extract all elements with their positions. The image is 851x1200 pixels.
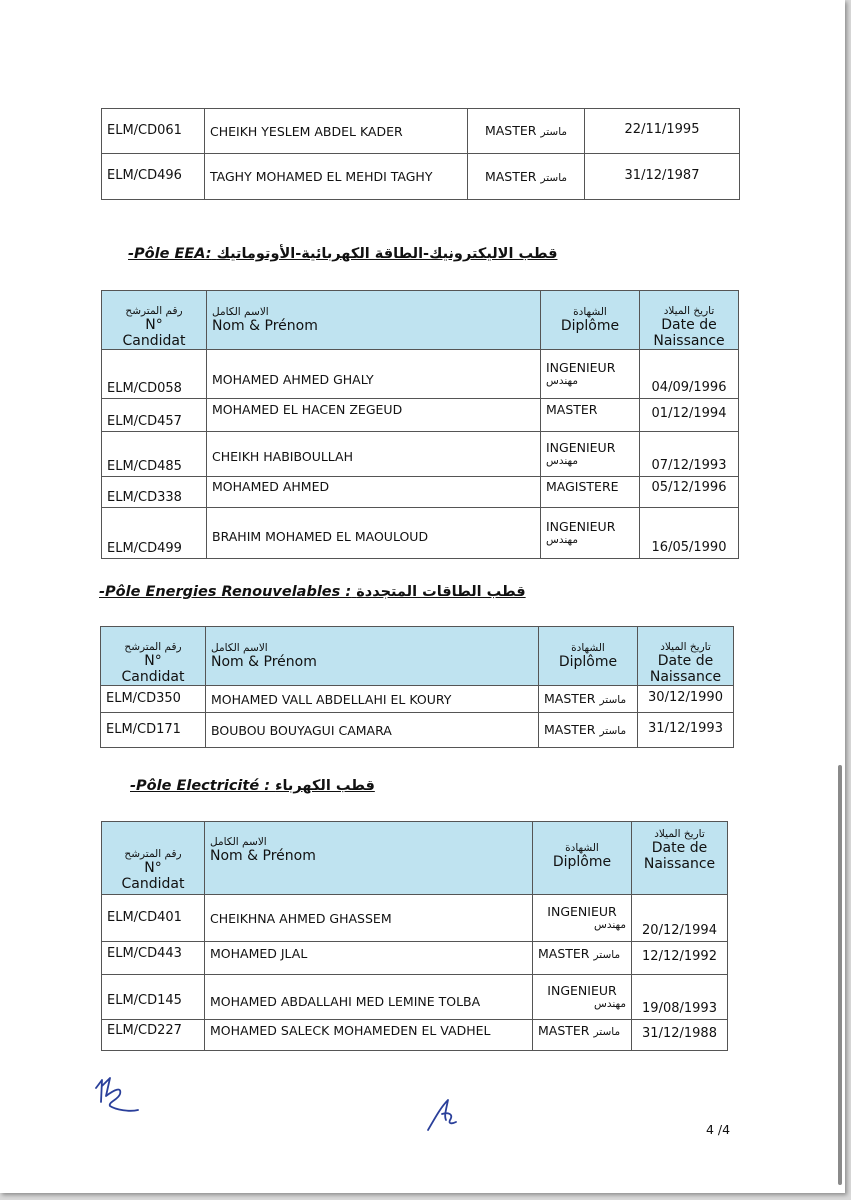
section-title-electricity: -Pôle Electricité : قطب الكهرباء (130, 778, 375, 794)
candidate-diploma: INGENIEUR مهندس (533, 975, 632, 1020)
candidate-id: ELM/CD061 (102, 109, 205, 154)
renewable-candidates-table (100, 626, 734, 748)
table-row (102, 942, 728, 975)
candidate-dob: 30/12/1990 (638, 686, 734, 713)
candidate-name: MOHAMED EL HACEN ZEGEUD (207, 399, 541, 432)
candidate-dob: 31/12/1993 (638, 713, 734, 748)
table-row (102, 399, 739, 432)
header-full-name: الاسم الكامل Nom & Prénom (207, 291, 541, 350)
candidate-id: ELM/CD443 (102, 942, 205, 975)
header-birth-date: تاريخ الميلاد Date de Naissance (638, 627, 734, 686)
header-birth-date: تاريخ الميلاد Date de Naissance (640, 291, 739, 350)
table-row (101, 713, 734, 748)
candidate-diploma: MASTER ماستر (468, 109, 585, 154)
page-number: 4 /4 (706, 1122, 731, 1137)
table-row (102, 477, 739, 508)
top-candidates-table (101, 108, 740, 200)
candidate-id: ELM/CD227 (102, 1020, 205, 1051)
table-row (102, 508, 739, 559)
candidate-dob: 16/05/1990 (640, 508, 739, 559)
candidate-diploma: MASTER ماستر (468, 154, 585, 200)
handwritten-initials-signature (92, 1072, 144, 1116)
section-title-eea: -Pôle EEA: قطب الاليكترونيك-الطاقة الكهربائية-الأوتوماتيك (128, 246, 558, 262)
candidate-name: MOHAMED JLAL (205, 942, 533, 975)
candidate-dob: 04/09/1996 (640, 350, 739, 399)
candidate-id: ELM/CD171 (101, 713, 206, 748)
candidate-name: CHEIKH YESLEM ABDEL KADER (205, 109, 468, 154)
candidate-diploma: INGENIEUR مهندس (533, 895, 632, 942)
candidate-dob: 22/11/1995 (585, 109, 740, 154)
candidate-dob: 19/08/1993 (632, 975, 728, 1020)
table-header-row (101, 627, 734, 686)
header-full-name: الاسم الكامل Nom & Prénom (206, 627, 539, 686)
handwritten-signature (424, 1094, 460, 1134)
header-diploma: الشهادة Diplôme (539, 627, 638, 686)
candidate-id: ELM/CD058 (102, 350, 207, 399)
candidate-id: ELM/CD457 (102, 399, 207, 432)
header-diploma: الشهادة Diplôme (533, 822, 632, 895)
eea-candidates-table (101, 290, 739, 559)
table-header-row (102, 291, 739, 350)
table-row (101, 686, 734, 713)
candidate-diploma: MASTER ماستر (533, 942, 632, 975)
table-row (102, 432, 739, 477)
scrollbar-thumb[interactable] (838, 765, 842, 1185)
candidate-name: MOHAMED AHMED (207, 477, 541, 508)
candidate-name: CHEIKH HABIBOULLAH (207, 432, 541, 477)
table-row (102, 350, 739, 399)
candidate-id: ELM/CD338 (102, 477, 207, 508)
candidate-name: BOUBOU BOUYAGUI CAMARA (206, 713, 539, 748)
candidate-id: ELM/CD499 (102, 508, 207, 559)
candidate-diploma: MASTER (541, 399, 640, 432)
table-row (102, 154, 740, 200)
table-row (102, 895, 728, 942)
header-diploma: الشهادة Diplôme (541, 291, 640, 350)
candidate-id: ELM/CD496 (102, 154, 205, 200)
candidate-name: MOHAMED VALL ABDELLAHI EL KOURY (206, 686, 539, 713)
table-row (102, 975, 728, 1020)
candidate-name: MOHAMED SALECK MOHAMEDEN EL VADHEL (205, 1020, 533, 1051)
candidate-dob: 31/12/1987 (585, 154, 740, 200)
candidate-id: ELM/CD145 (102, 975, 205, 1020)
candidate-name: MOHAMED ABDALLAHI MED LEMINE TOLBA (205, 975, 533, 1020)
candidate-diploma: INGENIEUR مهندس (541, 350, 640, 399)
candidate-dob: 01/12/1994 (640, 399, 739, 432)
electricity-candidates-table (101, 821, 728, 1051)
header-candidate-number: رقم المترشح N° Candidat (102, 291, 207, 350)
table-row (102, 109, 740, 154)
header-birth-date: تاريخ الميلاد Date de Naissance (632, 822, 728, 895)
candidate-dob: 12/12/1992 (632, 942, 728, 975)
candidate-id: ELM/CD485 (102, 432, 207, 477)
table-row (102, 1020, 728, 1051)
section-title-renewable: -Pôle Energies Renouvelables : قطب الطاقات المتجددة (99, 584, 526, 600)
header-candidate-number: رقم المترشح N° Candidat (101, 627, 206, 686)
candidate-id: ELM/CD350 (101, 686, 206, 713)
candidate-diploma: INGENIEUR مهندس (541, 508, 640, 559)
header-full-name: الاسم الكامل Nom & Prénom (205, 822, 533, 895)
candidate-diploma: INGENIEUR مهندس (541, 432, 640, 477)
candidate-diploma: MASTER ماستر (539, 713, 638, 748)
candidate-diploma: MASTER ماستر (539, 686, 638, 713)
candidate-diploma: MAGISTERE (541, 477, 640, 508)
table-header-row (102, 822, 728, 895)
candidate-name: BRAHIM MOHAMED EL MAOULOUD (207, 508, 541, 559)
candidate-id: ELM/CD401 (102, 895, 205, 942)
candidate-dob: 07/12/1993 (640, 432, 739, 477)
candidate-dob: 20/12/1994 (632, 895, 728, 942)
candidate-dob: 05/12/1996 (640, 477, 739, 508)
candidate-name: MOHAMED AHMED GHALY (207, 350, 541, 399)
candidate-name: TAGHY MOHAMED EL MEHDI TAGHY (205, 154, 468, 200)
header-candidate-number: رقم المترشح N° Candidat (102, 822, 205, 895)
candidate-name: CHEIKHNA AHMED GHASSEM (205, 895, 533, 942)
candidate-dob: 31/12/1988 (632, 1020, 728, 1051)
candidate-diploma: MASTER ماستر (533, 1020, 632, 1051)
